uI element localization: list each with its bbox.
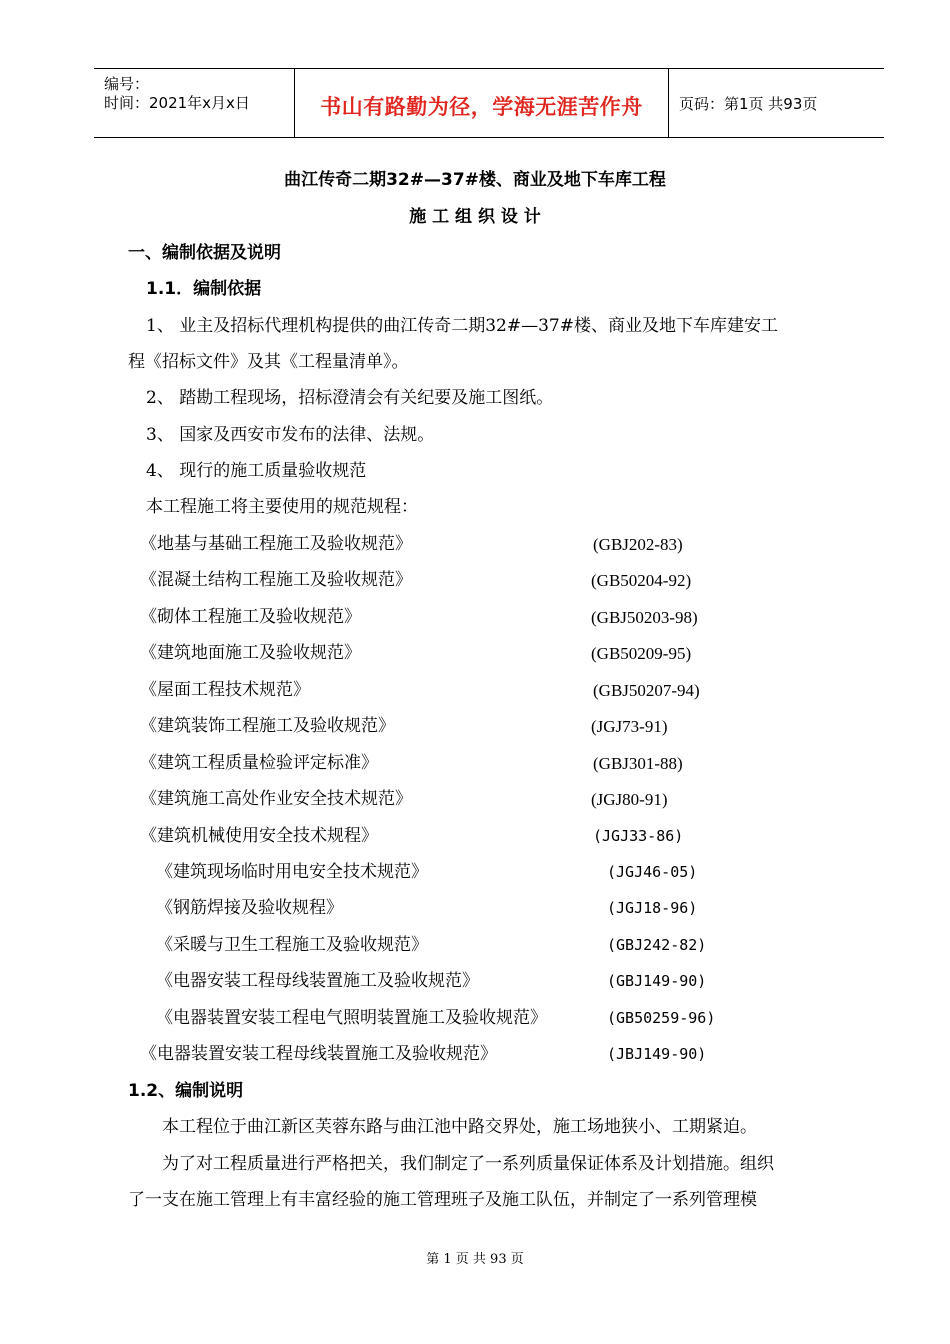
standard-code: (JGJ80-91): [591, 790, 668, 809]
section-heading-1-1: 1.1．编制依据: [146, 279, 262, 299]
header-info-cell: [94, 69, 294, 137]
number-label: 编号：: [104, 75, 150, 93]
basis-item: 1、 业主及招标代理机构提供的曲江传奇二期32#—37#楼、商业及地下车库建安工: [146, 316, 778, 336]
standard-name: 《屋面工程技术规范》: [140, 680, 310, 700]
header-page-cell: [669, 69, 884, 137]
standard-name: 《混凝土结构工程施工及验收规范》: [140, 570, 412, 590]
standard-name: 《砌体工程施工及验收规范》: [140, 607, 361, 627]
basis-item: 4、 现行的施工质量验收规范: [146, 461, 367, 481]
standard-code: (GBJ242-82): [607, 936, 707, 954]
standard-name: 《建筑机械使用安全技术规程》: [140, 826, 378, 846]
document-title: 曲江传奇二期32#—37#楼、商业及地下车库工程: [284, 170, 666, 190]
description-paragraph: 为了对工程质量进行严格把关，我们制定了一系列质量保证体系及计划措施。组织: [162, 1154, 774, 1174]
standard-name: 《钢筋焊接及验收规程》: [156, 898, 343, 918]
standard-code: (JGJ73-91): [591, 717, 668, 736]
standard-code: (GBJ50207-94): [593, 681, 700, 700]
standard-name: 《建筑地面施工及验收规范》: [140, 643, 361, 663]
standard-code: (GBJ301-88): [593, 754, 683, 773]
standard-code: (JGJ46-05): [607, 863, 698, 881]
standard-name: 《建筑装饰工程施工及验收规范》: [140, 716, 395, 736]
standard-code: (GB50259-96): [607, 1009, 716, 1027]
standard-code: (GB50204-92): [591, 571, 692, 590]
page-label: 页码：第1页 共93页: [679, 95, 818, 113]
header-table: [94, 68, 884, 138]
standard-code: (JGJ33-86): [593, 827, 684, 845]
basis-item: 2、 踏勘工程现场，招标澄清会有关纪要及施工图纸。: [146, 388, 554, 408]
standard-code: (JGJ18-96): [607, 899, 698, 917]
description-paragraph: 本工程位于曲江新区芙蓉东路与曲江池中路交界处，施工场地狭小、工期紧迫。: [162, 1117, 757, 1137]
basis-item-cont: 程《招标文件》及其《工程量清单》。: [128, 352, 409, 372]
basis-item: 3、 国家及西安市发布的法律、法规。: [146, 425, 435, 445]
standard-code: (GBJ50203-98): [591, 608, 698, 627]
standard-name: 《电器装置安装工程母线装置施工及验收规范》: [140, 1044, 497, 1064]
standard-code: (GBJ202-83): [593, 535, 683, 554]
standard-code: (GB50209-95): [591, 644, 692, 663]
standard-name: 《电器装置安装工程电气照明装置施工及验收规范》: [156, 1008, 547, 1028]
motto: 书山有路勤为径，学海无涯苦作舟: [320, 95, 643, 119]
standard-name: 《建筑施工高处作业安全技术规范》: [140, 789, 412, 809]
standards-intro: 本工程施工将主要使用的规范规程：: [146, 497, 418, 517]
header-motto-cell: [294, 69, 669, 137]
standard-name: 《地基与基础工程施工及验收规范》: [140, 534, 412, 554]
time-label: 时间：2021年x月x日: [104, 94, 250, 112]
standard-name: 《建筑工程质量检验评定标准》: [140, 753, 378, 773]
standard-name: 《采暖与卫生工程施工及验收规范》: [156, 935, 428, 955]
standard-code: (JBJ149-90): [607, 1045, 707, 1063]
standard-code: (GBJ149-90): [607, 972, 707, 990]
page-footer: 第 1 页 共 93 页: [426, 1252, 524, 1267]
document-subtitle: 施 工 组 织 设 计: [409, 207, 541, 227]
standard-name: 《建筑现场临时用电安全技术规范》: [156, 862, 428, 882]
standard-name: 《电器安装工程母线装置施工及验收规范》: [156, 971, 479, 991]
section-heading-1-2: 1.2、编制说明: [128, 1081, 244, 1101]
section-heading-1: 一、编制依据及说明: [128, 243, 281, 263]
description-paragraph-cont: 了一支在施工管理上有丰富经验的施工管理班子及施工队伍，并制定了一系列管理模: [128, 1190, 757, 1210]
